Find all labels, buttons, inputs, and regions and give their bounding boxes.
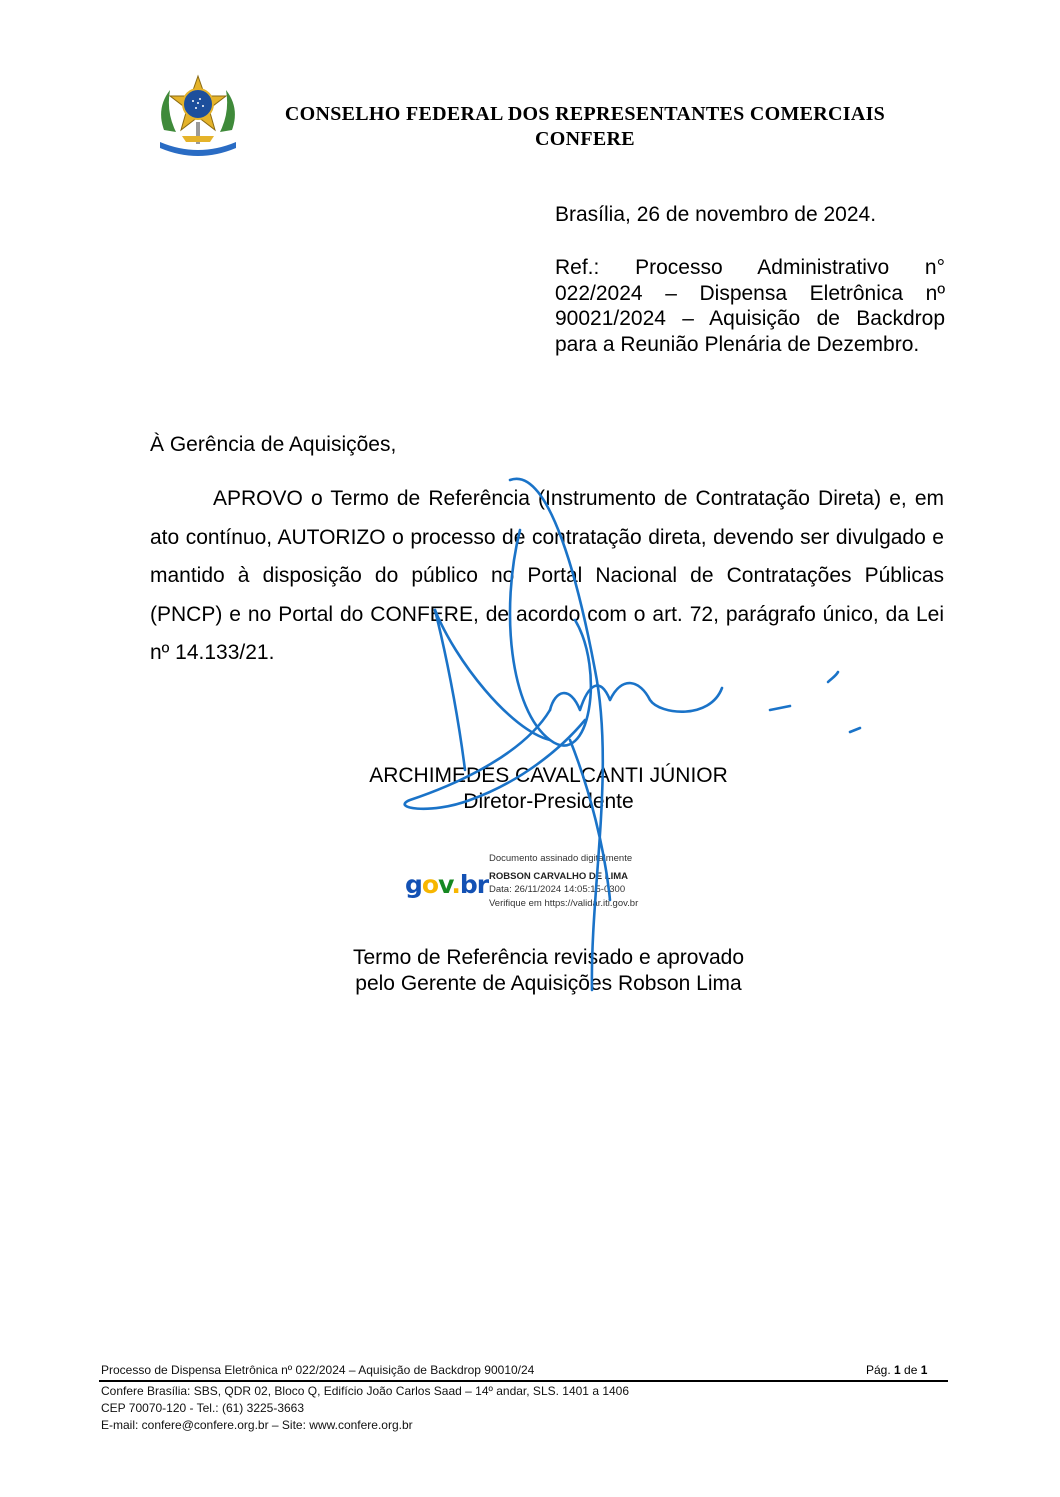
footer-process: Processo de Dispensa Eletrônica nº 022/2024 – Aquisição de Backdrop 90010/24	[101, 1363, 535, 1377]
review-note-line-2: pelo Gerente de Aquisições Robson Lima	[355, 972, 742, 995]
footer-contact: E-mail: confere@confere.org.br – Site: www.confere.org.br	[101, 1418, 413, 1432]
digital-signature-verify: Verifique em https://validar.iti.gov.br	[489, 897, 639, 909]
digital-signature-label: Documento assinado digitalmente	[489, 853, 633, 864]
date-line: Brasília, 26 de novembro de 2024.	[555, 203, 877, 226]
page-current: 1	[894, 1363, 901, 1377]
review-note-line-1: Termo de Referência revisado e aprovado	[352, 946, 745, 969]
digital-signature-stamp	[405, 852, 675, 912]
footer-divider	[99, 1380, 948, 1382]
organization-name: CONSELHO FEDERAL DOS REPRESENTANTES COMERCIAIS	[284, 103, 886, 125]
footer-cep-phone: CEP 70070-120 - Tel.: (61) 3225-3663	[101, 1401, 305, 1415]
govbr-logo: gov.br	[405, 870, 489, 899]
signer-name: ARCHIMEDES CAVALCANTI JÚNIOR	[369, 764, 728, 787]
organization-abbreviation: CONFERE	[535, 128, 635, 150]
footer-page-number	[866, 1363, 927, 1377]
salutation: À Gerência de Aquisições,	[150, 433, 397, 456]
signer-role: Diretor-Presidente	[463, 790, 634, 813]
digital-signature-signer: ROBSON CARVALHO DE LIMA	[489, 870, 628, 882]
body-paragraph: APROVO o Termo de Referência (Instrumento de Contratação Direta) e, em ato contínuo, AUTORIZO o processo de contratação direta, devendo ser divulgado e mantido à disposição do público no Portal Nacional de Contratações Públicas (PNCP) e no Portal do CONFERE, de acordo com o art. 72, parágrafo único, da Lei nº 14.133/21.	[150, 487, 944, 665]
page-of: de	[900, 1363, 921, 1377]
digital-signature-date: Data: 26/11/2024 14:05:15-0300	[489, 884, 626, 895]
digital-signature-info	[489, 852, 638, 910]
page-total: 1	[920, 1363, 928, 1377]
page-prefix: Pág.	[866, 1363, 895, 1377]
footer-address: Confere Brasília: SBS, QDR 02, Bloco Q, Edifício João Carlos Saad – 14º andar, SLS. 1401 a 1406	[101, 1384, 630, 1398]
reference-block: Ref.: Processo Administrativo n° 022/2024 – Dispensa Eletrônica nº 90021/2024 – Aquisição de Backdrop para a Reunião Plenária de Dezembro.	[555, 256, 945, 356]
